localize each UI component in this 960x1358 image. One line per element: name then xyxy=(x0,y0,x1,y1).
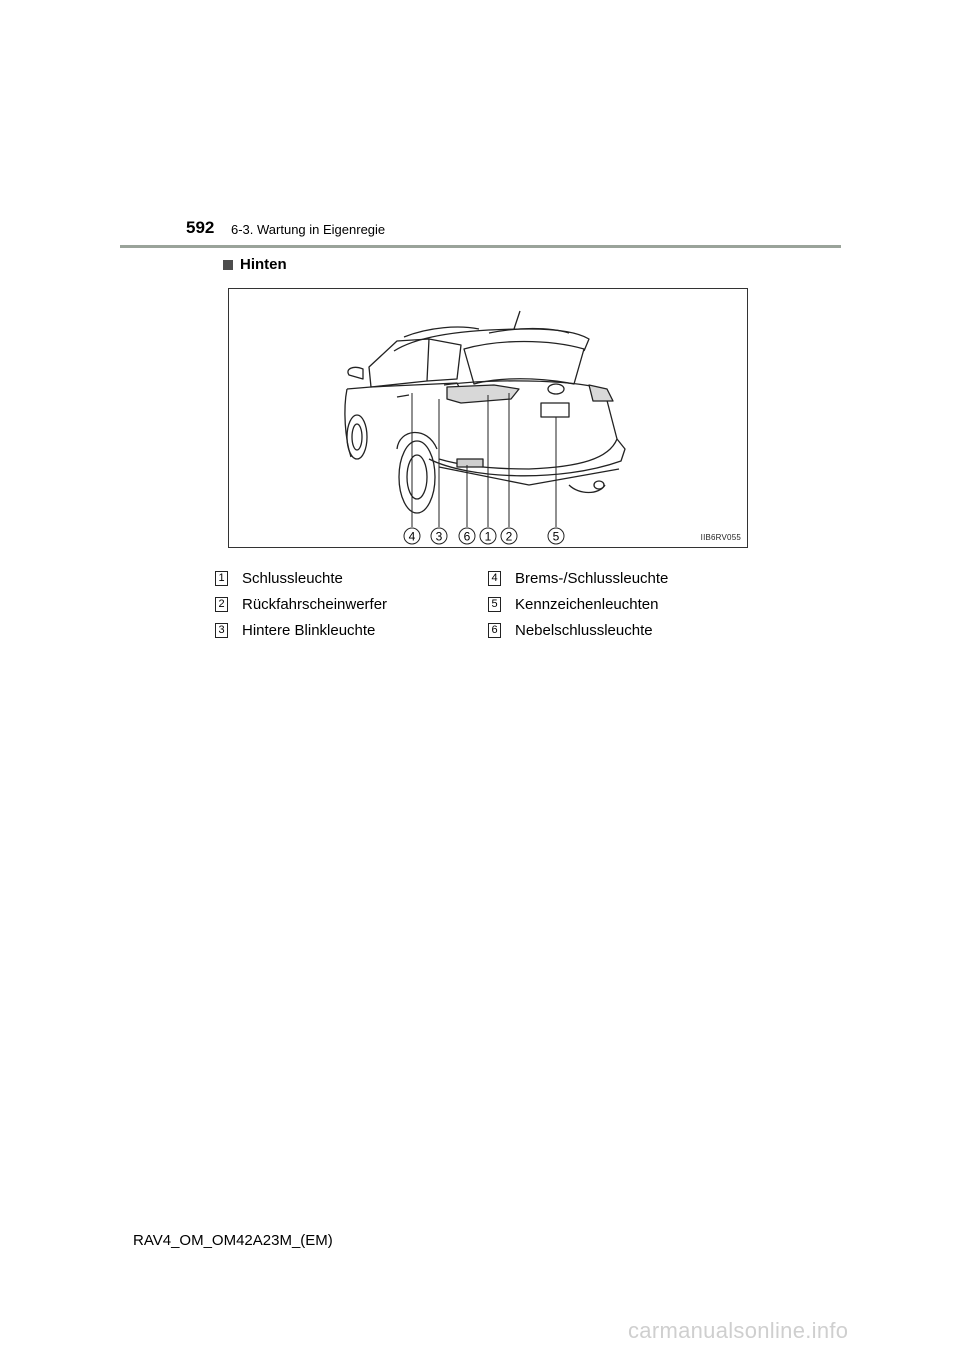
callout-label-4: 4 xyxy=(408,529,416,544)
header-divider xyxy=(120,245,841,248)
legend-item xyxy=(488,591,668,617)
legend-number: 6 xyxy=(488,623,501,638)
antenna xyxy=(514,311,520,329)
legend-number: 2 xyxy=(215,597,228,612)
license-plate-recess xyxy=(541,403,569,417)
document-footer: RAV4_OM_OM42A23M_(EM) xyxy=(133,1232,333,1249)
legend-number: 3 xyxy=(215,623,228,638)
watermark: carmanualsonline.info xyxy=(628,1318,849,1343)
legend-label: Hintere Blinkleuchte xyxy=(242,621,376,639)
subheading xyxy=(223,256,287,273)
legend-number: 5 xyxy=(488,597,501,612)
legend-label: Kennzeichenleuchten xyxy=(515,595,659,613)
callout-label-2: 2 xyxy=(505,529,513,544)
legend-item xyxy=(488,565,668,591)
legend-column-left xyxy=(215,565,387,643)
legend-item xyxy=(488,617,668,643)
right-tail-light xyxy=(589,385,613,401)
legend-number: 4 xyxy=(488,571,501,586)
legend-label: Brems-/Schlussleuchte xyxy=(515,569,669,587)
page-number: 592 xyxy=(186,218,215,237)
legend-label: Rückfahrscheinwerfer xyxy=(242,595,388,613)
subheading-label: Hinten xyxy=(240,256,287,273)
callout-label-3: 3 xyxy=(435,529,443,544)
square-bullet-icon xyxy=(223,260,233,270)
left-tail-light xyxy=(447,385,519,403)
section-title: 6-3. Wartung in Eigenregie xyxy=(231,222,386,237)
legend-item xyxy=(215,565,387,591)
callout-label-6: 6 xyxy=(463,529,471,544)
figure-code: IIB6RV055 xyxy=(700,533,741,542)
rear-wheel xyxy=(399,441,435,513)
rear-window xyxy=(464,342,584,385)
legend-label: Schlussleuchte xyxy=(242,569,343,587)
legend-label: Nebelschlussleuchte xyxy=(515,621,653,639)
legend-number: 1 xyxy=(215,571,228,586)
fog-light xyxy=(457,459,483,467)
legend-column-right xyxy=(488,565,668,643)
callout-label-1: 1 xyxy=(484,529,492,544)
callout-label-5: 5 xyxy=(552,529,560,544)
legend-item xyxy=(215,617,387,643)
rear-lights-figure xyxy=(228,288,748,548)
legend-item xyxy=(215,591,387,617)
front-wheel xyxy=(347,415,367,459)
car-rear-illustration xyxy=(229,289,747,547)
